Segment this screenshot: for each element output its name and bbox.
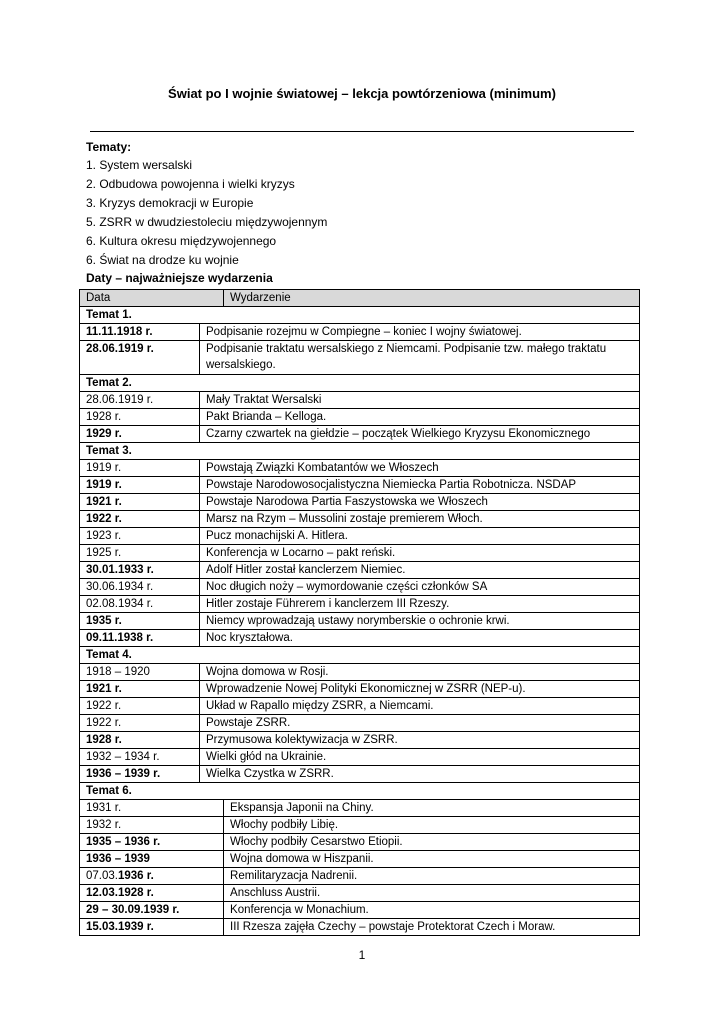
table-row — [80, 851, 640, 868]
topic-row — [80, 307, 640, 324]
topic-label: Temat 3. — [80, 443, 640, 460]
table-row — [80, 528, 640, 545]
event-date: 1928 r. — [80, 409, 200, 426]
event-date: 1928 r. — [80, 732, 200, 749]
event-date: 1932 – 1934 r. — [80, 749, 200, 766]
topics-list — [86, 156, 327, 270]
event-date: 28.06.1919 r. — [80, 341, 200, 375]
event-description: Hitler zostaje Führerem i kanclerzem III Rzeszy. — [200, 596, 640, 613]
event-date: 30.01.1933 r. — [80, 562, 200, 579]
topic-label: Temat 1. — [80, 307, 640, 324]
topic-label: Temat 4. — [80, 647, 640, 664]
table-row — [80, 715, 640, 732]
event-description: Wielki głód na Ukrainie. — [200, 749, 640, 766]
event-description: Wielka Czystka w ZSRR. — [200, 766, 640, 783]
header-date: Data — [80, 290, 224, 307]
table-row — [80, 341, 640, 375]
event-description: Adolf Hitler został kanclerzem Niemiec. — [200, 562, 640, 579]
event-date: 1919 r. — [80, 477, 200, 494]
event-date: 12.03.1928 r. — [80, 885, 224, 902]
event-date: 11.11.1918 r. — [80, 324, 200, 341]
topic-item: 1. System wersalski — [86, 158, 193, 172]
event-date — [80, 868, 224, 885]
event-description: Remilitaryzacja Nadrenii. — [224, 868, 640, 885]
event-description: Konferencja w Monachium. — [224, 902, 640, 919]
event-date: 1931 r. — [80, 800, 224, 817]
event-description: III Rzesza zajęła Czechy – powstaje Protektorat Czech i Moraw. — [224, 919, 640, 936]
table-row — [80, 630, 640, 647]
event-date: 02.08.1934 r. — [80, 596, 200, 613]
title-underline — [90, 131, 634, 132]
topics-heading: Tematy: — [86, 140, 132, 154]
table-row — [80, 919, 640, 936]
table-row — [80, 392, 640, 409]
event-description: Wojna domowa w Rosji. — [200, 664, 640, 681]
event-description: Noc kryształowa. — [200, 630, 640, 647]
topic-row — [80, 783, 640, 800]
event-date: 1922 r. — [80, 511, 200, 528]
event-description: Podpisanie traktatu wersalskiego z Niemcami. Podpisanie tzw. małego traktatu wersalskiego. — [200, 341, 640, 375]
table-row — [80, 868, 640, 885]
topic-item: 2. Odbudowa powojenna i wielki kryzys — [86, 177, 295, 191]
event-description: Podpisanie rozejmu w Compiegne – koniec I wojny światowej. — [200, 324, 640, 341]
table-row — [80, 511, 640, 528]
event-date: 1923 r. — [80, 528, 200, 545]
table-row — [80, 902, 640, 919]
event-description: Czarny czwartek na giełdzie – początek Wielkiego Kryzysu Ekonomicznego — [200, 426, 640, 443]
events-table — [79, 289, 640, 936]
topic-row — [80, 443, 640, 460]
event-description: Ekspansja Japonii na Chiny. — [224, 800, 640, 817]
event-description: Wojna domowa w Hiszpanii. — [224, 851, 640, 868]
event-description: Włochy podbiły Cesarstwo Etiopii. — [224, 834, 640, 851]
topic-item: 6. Świat na drodze ku wojnie — [86, 253, 239, 267]
table-row — [80, 613, 640, 630]
event-description: Niemcy wprowadzają ustawy norymberskie o ochronie krwi. — [200, 613, 640, 630]
page-number: 1 — [358, 948, 366, 962]
event-date-year: 1936 r. — [117, 870, 154, 882]
event-description: Noc długich noży – wymordowanie części członków SA — [200, 579, 640, 596]
event-date: 1918 – 1920 — [80, 664, 200, 681]
event-date: 1921 r. — [80, 494, 200, 511]
event-date: 1935 – 1936 r. — [80, 834, 224, 851]
event-description: Powstają Związki Kombatantów we Włoszech — [200, 460, 640, 477]
table-row — [80, 800, 640, 817]
event-date: 1925 r. — [80, 545, 200, 562]
topic-label: Temat 2. — [80, 375, 640, 392]
table-header-row — [80, 290, 640, 307]
event-description: Pucz monachijski A. Hitlera. — [200, 528, 640, 545]
event-description: Pakt Brianda – Kelloga. — [200, 409, 640, 426]
event-date: 29 – 30.09.1939 r. — [80, 902, 224, 919]
event-date: 30.06.1934 r. — [80, 579, 200, 596]
table-row — [80, 681, 640, 698]
table-row — [80, 749, 640, 766]
event-date: 1935 r. — [80, 613, 200, 630]
event-date: 1922 r. — [80, 698, 200, 715]
table-row — [80, 834, 640, 851]
event-date: 1936 – 1939 r. — [80, 766, 200, 783]
event-date: 1919 r. — [80, 460, 200, 477]
event-description: Układ w Rapallo między ZSRR, a Niemcami. — [200, 698, 640, 715]
table-row — [80, 596, 640, 613]
table-row — [80, 766, 640, 783]
table-row — [80, 426, 640, 443]
event-description: Mały Traktat Wersalski — [200, 392, 640, 409]
table-row — [80, 698, 640, 715]
dates-heading: Daty – najważniejsze wydarzenia — [86, 271, 273, 285]
event-date-day: 07.03. — [86, 870, 118, 882]
document-title: Świat po I wojnie światowej – lekcja powtórzeniowa (minimum) — [168, 86, 556, 101]
event-description: Powstaje ZSRR. — [200, 715, 640, 732]
topic-row — [80, 647, 640, 664]
topic-item: 3. Kryzys demokracji w Europie — [86, 196, 254, 210]
event-description: Powstaje Narodowa Partia Faszystowska we Włoszech — [200, 494, 640, 511]
event-date: 1936 – 1939 — [80, 851, 224, 868]
event-date: 28.06.1919 r. — [80, 392, 200, 409]
topic-label: Temat 6. — [80, 783, 640, 800]
table-row — [80, 732, 640, 749]
event-description: Marsz na Rzym – Mussolini zostaje premierem Włoch. — [200, 511, 640, 528]
table-row — [80, 885, 640, 902]
table-row — [80, 460, 640, 477]
table-row — [80, 562, 640, 579]
table-row — [80, 817, 640, 834]
topic-item: 6. Kultura okresu międzywojennego — [86, 234, 277, 248]
event-description: Włochy podbiły Libię. — [224, 817, 640, 834]
event-date: 1932 r. — [80, 817, 224, 834]
table-row — [80, 324, 640, 341]
event-description: Wprowadzenie Nowej Polityki Ekonomicznej w ZSRR (NEP-u). — [200, 681, 640, 698]
table-row — [80, 545, 640, 562]
event-date: 1922 r. — [80, 715, 200, 732]
topic-item: 5. ZSRR w dwudziestoleciu międzywojennym — [86, 215, 328, 229]
table-row — [80, 494, 640, 511]
event-description: Powstaje Narodowosocjalistyczna Niemiecka Partia Robotnicza. NSDAP — [200, 477, 640, 494]
event-date: 1929 r. — [80, 426, 200, 443]
table-row — [80, 409, 640, 426]
event-date: 15.03.1939 r. — [80, 919, 224, 936]
table-row — [80, 579, 640, 596]
event-description: Konferencja w Locarno – pakt reński. — [200, 545, 640, 562]
event-description: Przymusowa kolektywizacja w ZSRR. — [200, 732, 640, 749]
event-description: Anschluss Austrii. — [224, 885, 640, 902]
event-date: 1921 r. — [80, 681, 200, 698]
topic-row — [80, 375, 640, 392]
table-row — [80, 664, 640, 681]
table-row — [80, 477, 640, 494]
event-date: 09.11.1938 r. — [80, 630, 200, 647]
header-event: Wydarzenie — [224, 290, 640, 307]
